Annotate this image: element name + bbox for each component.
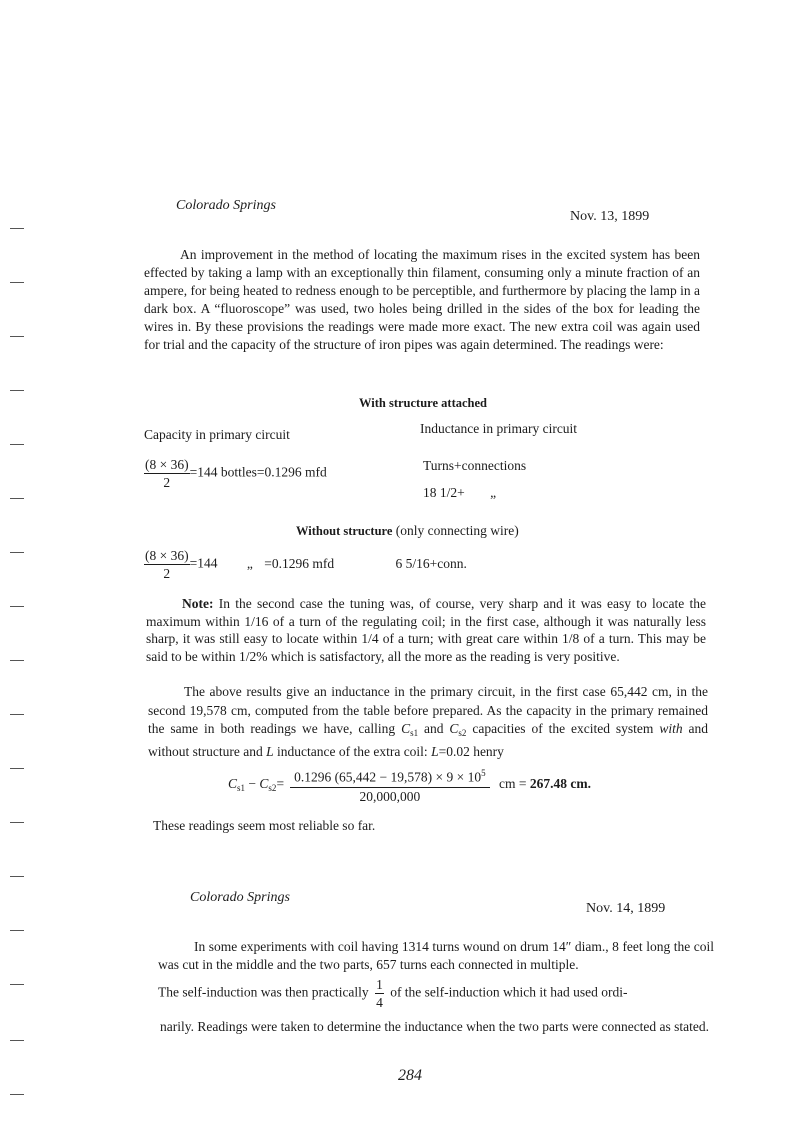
- capacity-value: =144 bottles=0.1296 mfd: [189, 464, 327, 480]
- margin-mark: [10, 390, 24, 391]
- margin-mark: [10, 660, 24, 661]
- note-paragraph: Note: In the second case the tuning was, of course, very sharp and it was easy to locate the maximum within 1/16 of a turn of the regulating coil; in the first case, although it was naturally less sharp, it was still easy to locate within 1/4 of a turn; with great care within 1/8 of a turn. This may be said to be within 1/2% which is satisfactory, all the more as the reading is very positive.: [146, 596, 706, 664]
- margin-mark: [10, 1094, 24, 1095]
- margin-mark: [10, 498, 24, 499]
- capacity-value: =144: [189, 555, 218, 571]
- page-number: 284: [398, 1067, 422, 1084]
- paragraph: narily. Readings were taken to determine the inductance when the two parts were connected as stated.: [160, 1019, 710, 1034]
- table-title: With structure attached: [359, 396, 487, 410]
- entry-place: Colorado Springs: [176, 198, 276, 213]
- margin-mark: [10, 714, 24, 715]
- margin-mark: [10, 336, 24, 337]
- margin-mark: [10, 1040, 24, 1041]
- fraction: $\frac{(8 \times 36)}{2}$: [145, 548, 189, 581]
- closing-line: These readings seem most reliable so far.: [153, 818, 376, 833]
- column-header-capacity: Capacity in primary circuit: [144, 427, 290, 442]
- paragraph: An improvement in the method of locating the maximum rises in the excited system has been effected by taking a lamp with an exceptionally thin filament, consuming only a minute fraction of an ampere, for being heated to redness enough to be perceptible, and furthermore by placing the lamp in a dark box. A “fluoroscope” was used, two holes being drilled in the sides of the box for leading the wires in. By these provisions the readings were made more exact. The new extra coil was again used for trial and the capacity of the structure of iron pipes was again determined. The readings were:: [144, 247, 700, 352]
- paragraph: The above results give an inductance in the primary circuit, in the first case 65,442 cm, in the second 19,578 cm, computed from the table before prepared. As the capacity in the primary remained the same in both readings we have, calling $C_{s1}$ and $C_{s2}$ capacities of the excited system with and without structure and L inductance of the extra coil: L=0.02 henry: [148, 684, 708, 759]
- margin-mark: [10, 930, 24, 931]
- table-row: [144, 456, 327, 491]
- margin-mark: [10, 984, 24, 985]
- fraction: $\frac{0.1296 (65,442 - 19,578) \times 9 \times 10^5}{20,000,000}$: [290, 764, 490, 806]
- paragraph: In some experiments with coil having 1314 turns wound on drum 14″ diam., 8 feet long the coil was cut in the middle and the two parts, 657 turns each connected in multiple.: [158, 939, 714, 972]
- inductance-value: 6 5/16+conn.: [395, 555, 467, 571]
- inductance-value: 18 1/2+ „: [423, 485, 497, 500]
- entry-date: Nov. 13, 1899: [570, 209, 650, 224]
- margin-mark: [10, 876, 24, 877]
- entry-date: Nov. 14, 1899: [586, 901, 666, 916]
- inductance-header-turns: Turns+connections: [423, 458, 527, 473]
- table-title: Without structure (only connecting wire): [296, 523, 519, 538]
- entry-place: Colorado Springs: [190, 890, 290, 905]
- result-value: 267.48 cm.: [529, 775, 592, 791]
- margin-mark: [10, 822, 24, 823]
- column-header-inductance: Inductance in primary circuit: [420, 421, 578, 436]
- margin-mark: [10, 552, 24, 553]
- equation: $C_{s1} - C_{s2}=$ $\frac{0.1296 (65,442 - 19,578) \times 9 \times 10^5}{20,000,000}$ cm = 267.48 cm.: [228, 764, 591, 806]
- margin-mark: [10, 606, 24, 607]
- paragraph-line: The self-induction was then practically $\frac{1}{4}$ of the self-induction which it had used ordi-: [158, 977, 628, 1010]
- margin-mark: [10, 228, 24, 229]
- margin-mark: [10, 282, 24, 283]
- margin-mark: [10, 768, 24, 769]
- fraction: $\frac{(8 \times 36)}{2}$: [145, 457, 189, 490]
- table-row: $\frac{(8 \times 36)}{2}$ =144 „ =0.1296 mfd 6 5/16+conn.: [145, 548, 467, 581]
- fraction: $\frac{1}{4}$: [376, 977, 383, 1010]
- margin-mark: [10, 444, 24, 445]
